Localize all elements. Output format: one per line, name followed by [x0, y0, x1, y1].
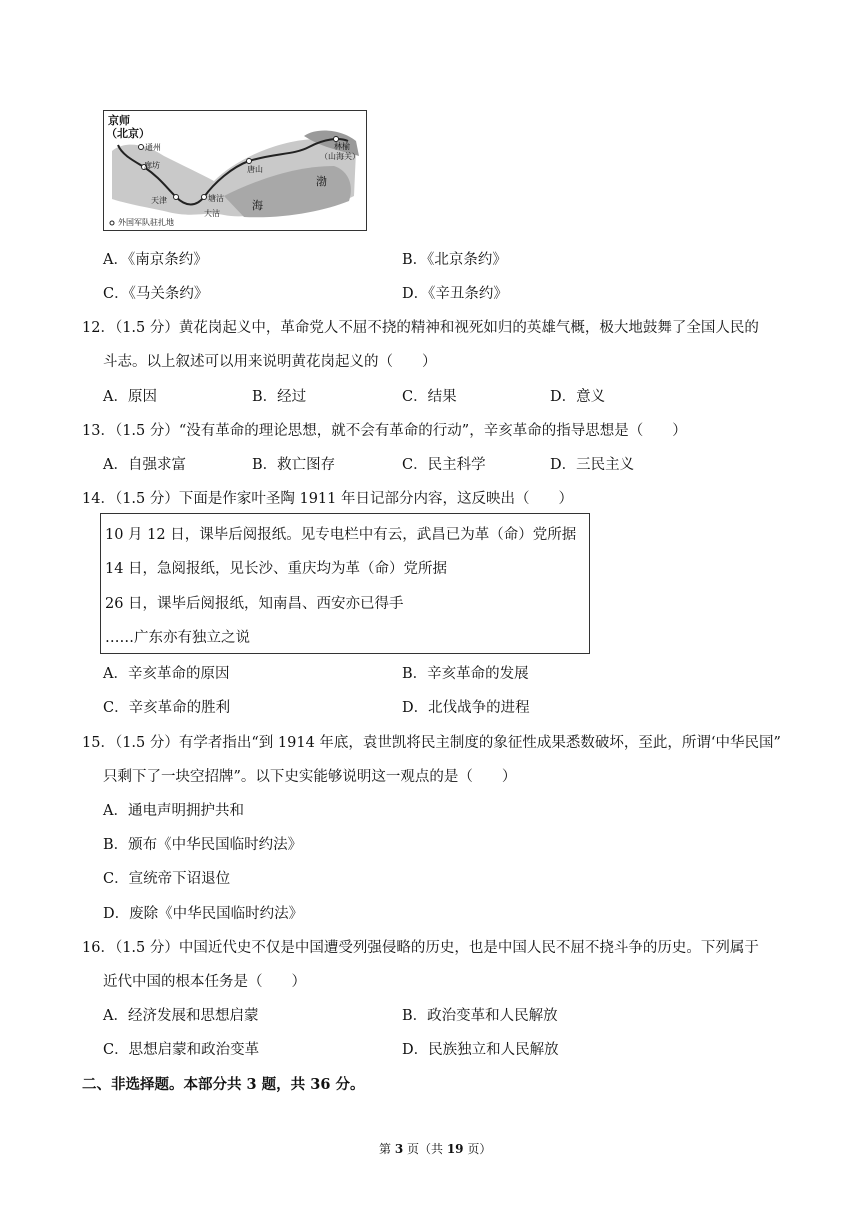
map-label-tongzhou: 通州 [145, 143, 161, 152]
station-dot [247, 159, 252, 164]
map-label-tangshan: 唐山 [247, 165, 263, 174]
q13-option-a: A．自强求富 [103, 457, 186, 473]
q11-option-a: A．《南京条约》 [103, 252, 208, 268]
q13-option-c: C．民主科学 [402, 457, 486, 473]
q12-option-c: C．结果 [402, 389, 457, 405]
q12-option-b: B．经过 [252, 389, 307, 405]
q11-option-c: C．《马关条约》 [103, 286, 209, 302]
map-label-tanggu: 塘沽 [208, 194, 224, 203]
q13-option-d: D．三民主义 [550, 457, 635, 473]
q14-stem: 14．（1.5 分）下面是作家叶圣陶 1911 年日记部分内容，这反映出（ ） [82, 491, 573, 507]
section-2-heading: 二、非选择题。本部分共 3 题，共 36 分。 [82, 1076, 365, 1093]
q14-option-b: B．辛亥革命的发展 [402, 666, 529, 682]
q15-option-a: A．通电声明拥护共和 [103, 803, 244, 819]
map-label-langfang: 廊坊 [144, 161, 160, 170]
q11-option-d: D．《辛丑条约》 [402, 286, 508, 302]
q12-option-d: D．意义 [550, 389, 606, 405]
q15-option-b: B．颁布《中华民国临时约法》 [103, 837, 303, 853]
station-dot [174, 195, 179, 200]
diary-line-3: 26 日，课毕后阅报纸，知南昌、西安亦已得手 [105, 596, 404, 612]
q15-option-c: C．宣统帝下诏退位 [103, 871, 231, 887]
map-figure [103, 110, 367, 231]
q15-stem-line2: 只剩下了一块空招牌”。以下史实能够说明这一观点的是（ ） [103, 769, 517, 785]
map-label-dagu: 大沽 [204, 209, 220, 218]
diary-line-1: 10 月 12 日，课毕后阅报纸。见专电栏中有云，武昌已为革（命）党所据 [105, 527, 577, 543]
q12-stem-line2: 斗志。以上叙述可以用来说明黄花岗起义的（ ） [103, 354, 437, 370]
q13-stem: 13．（1.5 分）“没有革命的理论思想，就不会有革命的行动”，辛亥革命的指导思想是（ ） [82, 423, 687, 439]
map-label-bo: 渤 [316, 175, 327, 188]
q16-option-c: C．思想启蒙和政治变革 [103, 1042, 260, 1058]
q13-option-b: B．救亡图存 [252, 457, 336, 473]
diary-line-4: ……广东亦有独立之说 [105, 630, 250, 646]
q16-stem-line1: 16．（1.5 分）中国近代史不仅是中国遭受列强侵略的历史，也是中国人民不屈不挠斗争的历史。下列属于 [82, 940, 759, 956]
map-label-hai: 海 [252, 199, 263, 212]
q12-stem-line1: 12．（1.5 分）黄花岗起义中，革命党人不屈不挠的精神和视死如归的英雄气概，极大地鼓舞了全国人民的 [82, 320, 759, 336]
map-legend-label: 外国军队驻扎地 [118, 218, 174, 227]
map-label-linyu: 林榆 [334, 142, 350, 151]
q16-option-b: B．政治变革和人民解放 [402, 1008, 558, 1024]
q14-option-d: D．北伐战争的进程 [402, 700, 530, 716]
q14-option-c: C．辛亥革命的胜利 [103, 700, 231, 716]
station-dot [202, 195, 207, 200]
q16-option-a: A．经济发展和思想启蒙 [103, 1008, 259, 1024]
map-label-beijing: （北京） [106, 127, 150, 140]
legend-dot [110, 221, 114, 225]
page-footer: 第 3 页（共 19 页） [379, 1142, 492, 1156]
q15-stem-line1: 15．（1.5 分）有学者指出“到 1914 年底，袁世凯将民主制度的象征性成果悉数破坏，至此，所谓‘中华民国” [82, 735, 781, 751]
q14-option-a: A．辛亥革命的原因 [103, 666, 230, 682]
map-label-capital: 京师 [108, 114, 130, 127]
q11-option-b: B．《北京条约》 [402, 252, 507, 268]
q15-option-d: D．废除《中华民国临时约法》 [103, 906, 304, 922]
map-label-shanhaiguan: （山海关） [320, 152, 360, 161]
q16-stem-line2: 近代中国的根本任务是（ ） [103, 974, 306, 990]
station-dot [139, 145, 144, 150]
diary-line-2: 14 日，急阅报纸，见长沙、重庆均为革（命）党所据 [105, 561, 448, 577]
q12-option-a: A．原因 [103, 389, 157, 405]
q16-option-d: D．民族独立和人民解放 [402, 1042, 559, 1058]
map-label-tianjin: 天津 [151, 196, 167, 205]
